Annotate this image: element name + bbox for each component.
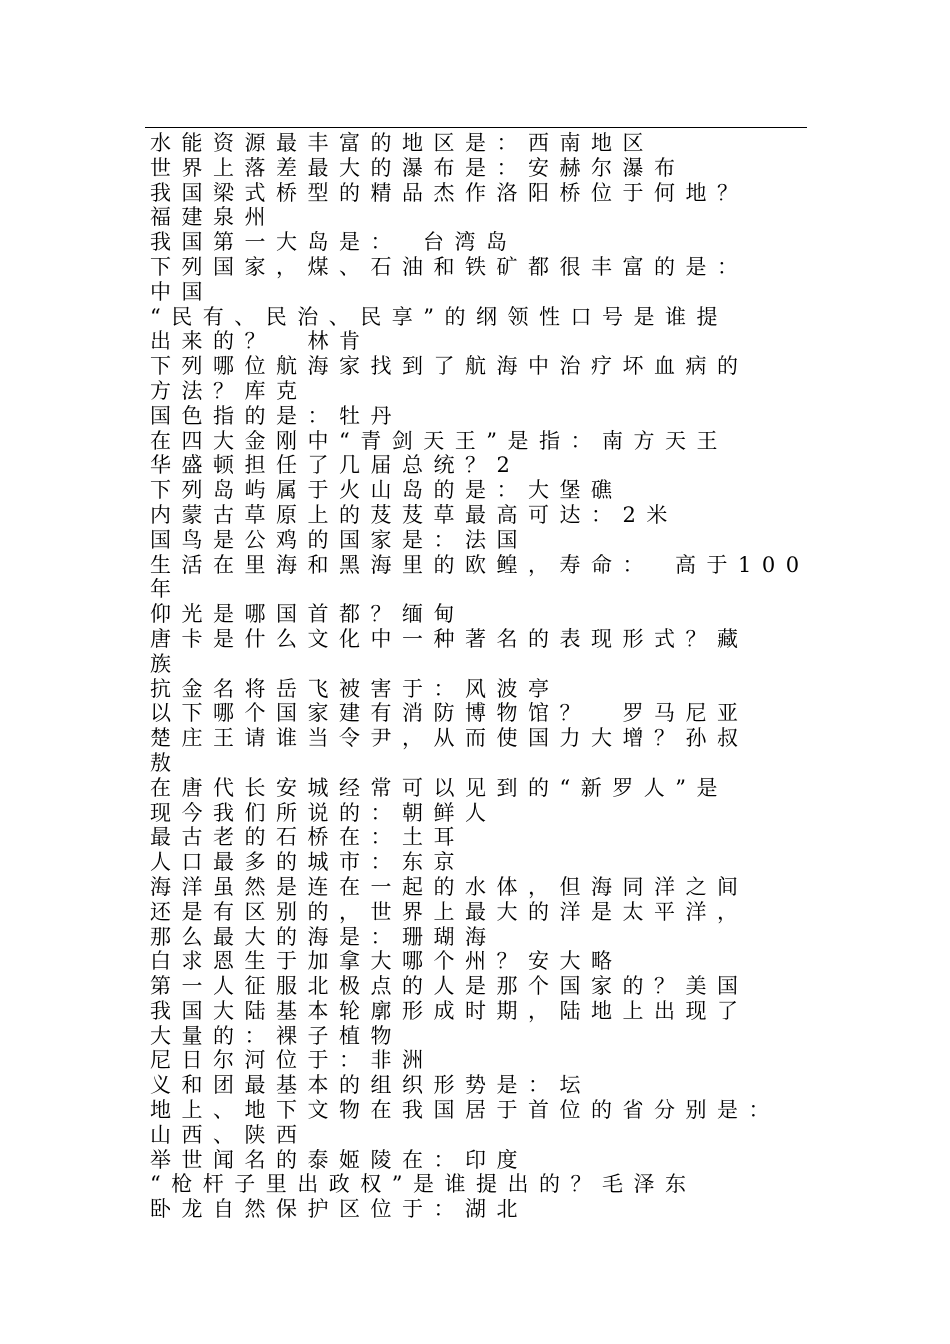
- text-line: 最古老的石桥在：土耳: [150, 825, 465, 850]
- text-line: 敖: [150, 750, 182, 775]
- text-line: 还是有区别的，世界上最大的洋是太平洋，: [150, 899, 749, 924]
- text-line: 出来的？ 林肯: [150, 329, 371, 354]
- text-line: 国鸟是公鸡的国家是：法国: [150, 527, 528, 552]
- text-line: 我国梁式桥型的精品杰作洛阳桥位于何地？: [150, 180, 749, 205]
- text-line: 大量的：裸子植物: [150, 1023, 402, 1048]
- text-line: 世界上落差最大的瀑布是：安赫尔瀑布: [150, 155, 686, 180]
- text-line: 国色指的是：牡丹: [150, 403, 402, 428]
- text-line: 唐卡是什么文化中一种著名的表现形式？藏: [150, 626, 749, 651]
- text-line: 中国: [150, 279, 213, 304]
- text-line: 方法？库克: [150, 378, 308, 403]
- text-line: “民有、民治、民享”的纲领性口号是谁提: [150, 304, 728, 329]
- text-line: 楚庄王请谁当令尹，从而使国力大增？孙叔: [150, 726, 749, 751]
- text-line: 年: [150, 577, 182, 602]
- text-line: 下列岛屿属于火山岛的是：大堡礁: [150, 478, 623, 503]
- text-line: 下列国家，煤、石油和铁矿都很丰富的是：: [150, 254, 749, 279]
- text-line: 族: [150, 651, 182, 676]
- text-line: 水能资源最丰富的地区是：西南地区: [150, 131, 654, 155]
- text-line: 第一人征服北极点的人是那个国家的？美国: [150, 974, 749, 999]
- text-line: 抗金名将岳飞被害于：风波亭: [150, 676, 560, 701]
- text-line: 仰光是哪国首都？缅甸: [150, 602, 465, 627]
- text-line: 地上、地下文物在我国居于首位的省分别是：: [150, 1098, 780, 1123]
- text-line: 义和团最基本的组织形势是：坛: [150, 1073, 591, 1098]
- text-line: 卧龙自然保护区位于：湖北: [150, 1197, 528, 1222]
- text-line: 华盛顿担任了几届总统？2: [150, 453, 521, 478]
- text-line: 海洋虽然是连在一起的水体，但海同洋之间: [150, 874, 749, 899]
- header-rule: [145, 127, 807, 128]
- document-body: [150, 131, 812, 1222]
- text-line: 在唐代长安城经常可以见到的“新罗人”是: [150, 775, 728, 800]
- text-line: 举世闻名的泰姬陵在：印度: [150, 1147, 528, 1172]
- text-line: 内蒙古草原上的芨芨草最高可达：2米: [150, 502, 678, 527]
- text-line: 我国第一大岛是： 台湾岛: [150, 230, 518, 255]
- text-line: “枪杆子里出政权”是谁提出的？毛泽东: [150, 1172, 697, 1197]
- text-line: 福建泉州: [150, 205, 276, 230]
- text-line: 我国大陆基本轮廓形成时期，陆地上出现了: [150, 998, 749, 1023]
- text-line: 那么最大的海是：珊瑚海: [150, 924, 497, 949]
- text-line: 白求恩生于加拿大哪个州？安大略: [150, 949, 623, 974]
- text-line: 山西、陕西: [150, 1122, 308, 1147]
- text-line: 现今我们所说的：朝鲜人: [150, 800, 497, 825]
- text-line: 以下哪个国家建有消防博物馆？ 罗马尼亚: [150, 701, 749, 726]
- text-line: 生活在里海和黑海里的欧鳇，寿命： 高于100: [150, 552, 810, 577]
- text-line: 在四大金刚中“青剑天王”是指：南方天王: [150, 428, 728, 453]
- text-line: 下列哪位航海家找到了航海中治疗坏血病的: [150, 354, 749, 379]
- text-line: 尼日尔河位于：非洲: [150, 1048, 434, 1073]
- text-line: 人口最多的城市：东京: [150, 850, 465, 875]
